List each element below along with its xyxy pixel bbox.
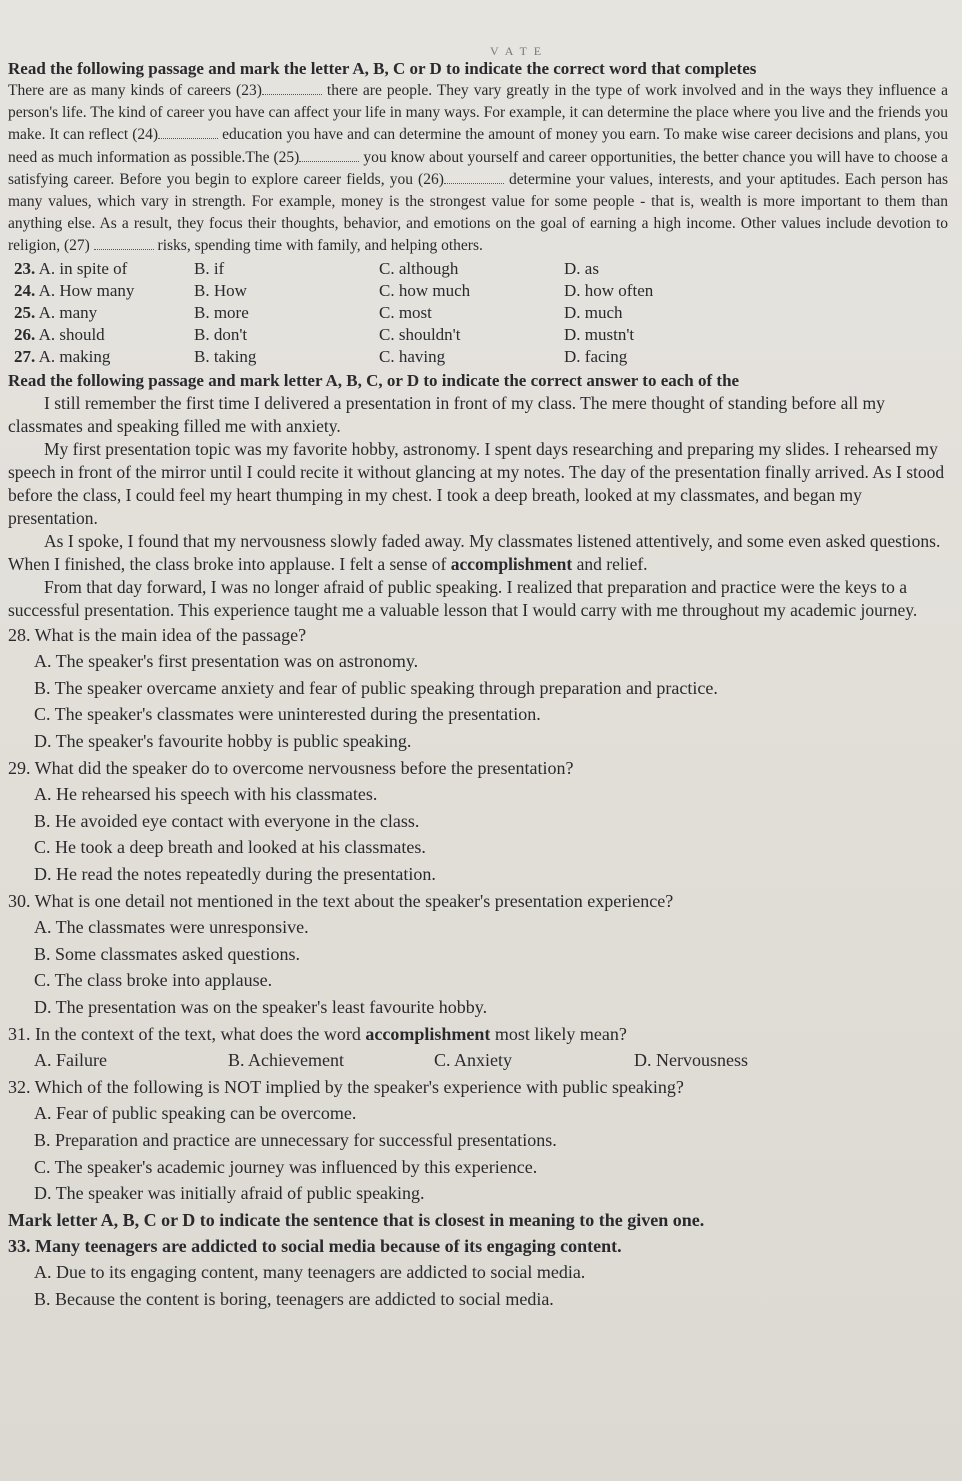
q32-option-a[interactable]: A. Fear of public speaking can be overcome. xyxy=(34,1103,357,1124)
q28-option-c[interactable]: C. The speaker's classmates were uninterested during the presentation. xyxy=(34,704,541,725)
q28-option-d[interactable]: D. The speaker's favourite hobby is public speaking. xyxy=(34,731,412,751)
question-28: 28. What is the main idea of the passage? A. The speaker's first presentation was on astronomy. B. The speaker overcame anxiety and fear of public speaking through preparation and practice. C. The speaker's classmates were uninterested during the presentation. D. The speaker's favourite hobby is public speaking. xyxy=(8,622,948,755)
q33-option-b[interactable]: B. Because the content is boring, teenagers are addicted to social media. xyxy=(34,1288,554,1309)
q23-option-c[interactable]: C. although xyxy=(379,258,459,278)
q23-option-b[interactable]: B. if xyxy=(194,258,225,278)
q27-option-d[interactable]: D. facing xyxy=(564,346,628,366)
cloze-passage: There are as many kinds of careers (23) there are people. They vary greatly in the type of work involved and in the ways they influence a person's life. The kind of career you have can affect your life in many ways. For example, it can determine the place where you live and the friends you make. It can reflect (24) education you have and can determine the amount of money you earn. To make wise career decisions and plans, you need as much information as possible.The (25) you know about yourself and career opportunities, the better chance you will have to choose a satisfying career. Before you begin to explore career fields, you (26) determine your values, interests, and your aptitudes. Each person has many values, which vary in strength. For example, money is the strongest value for some people - that is, wealth is more important to them than anything else. As a result, they focus their thoughts, behavior, and emotions on the goal of earning a high income. Other values include devotion to religion, (27) risks, spending time with family, and helping others. xyxy=(8,82,948,255)
q31-option-b[interactable]: B. Achievement xyxy=(228,1050,344,1071)
passage-paragraph-4: From that day forward, I was no longer afraid of public speaking. I realized that preparation and practice were the keys to a successful presentation. This experience taught me a valuable lesson that I would carry with me throughout my academic journey. xyxy=(8,576,918,620)
q28-option-a[interactable]: A. The speaker's first presentation was on astronomy. xyxy=(34,651,419,672)
q26-option-d[interactable]: D. mustn't xyxy=(564,324,635,344)
q29-option-a[interactable]: A. He rehearsed his speech with his classmates. xyxy=(34,784,378,805)
q25-option-b[interactable]: B. more xyxy=(194,302,249,322)
q23-option-d[interactable]: D. as xyxy=(564,258,599,278)
question-30: 30. What is one detail not mentioned in the text about the speaker's presentation experience? A. The classmates were unresponsive. B. Some classmates asked questions. C. The class broke into applause. D. The presentation was on the speaker's least favourite hobby. xyxy=(8,888,948,1021)
q29-option-b[interactable]: B. He avoided eye contact with everyone in the class. xyxy=(34,810,420,831)
worksheet xyxy=(8,58,948,1312)
q23-option-a[interactable]: 23. A. in spite of xyxy=(14,258,128,278)
q25-option-d[interactable]: D. much xyxy=(564,302,623,322)
q30-option-c[interactable]: C. The class broke into applause. xyxy=(34,970,273,991)
section3-instruction: Mark letter A, B, C or D to indicate the sentence that is closest in meaning to the given one. xyxy=(8,1209,705,1230)
q29-option-c[interactable]: C. He took a deep breath and looked at his classmates. xyxy=(34,837,426,858)
q24-option-a[interactable]: 24. A. How many xyxy=(14,280,135,300)
q28-option-b[interactable]: B. The speaker overcame anxiety and fear of public speaking through preparation and practice. xyxy=(34,677,718,698)
q25-option-c[interactable]: C. most xyxy=(379,302,432,322)
passage-paragraph-2: My first presentation topic was my favorite hobby, astronomy. I spent days researching and preparing my slides. I rehearsed my speech in front of the mirror until I could recite it without glancing at my notes. The day of the presentation finally arrived. As I stood before the class, I could feel my heart thumping in my chest. I took a deep breath, looked at my classmates, and began my presentation. xyxy=(8,438,945,528)
q30-option-a[interactable]: A. The classmates were unresponsive. xyxy=(34,917,309,938)
q24-option-c[interactable]: C. how much xyxy=(379,280,471,300)
keyword-accomplishment-q31: accomplishment xyxy=(365,1023,491,1044)
passage-paragraph-3: As I spoke, I found that my nervousness slowly faded away. My classmates listened attentively, and some even asked questions. When I finished, the class broke into applause. I felt a sense of accomplishment and relief. xyxy=(8,530,941,574)
q26-option-c[interactable]: C. shouldn't xyxy=(379,324,461,344)
passage-paragraph-1: I still remember the first time I delivered a presentation in front of my class. The mere thought of standing before all my classmates and speaking filled me with anxiety. xyxy=(8,392,885,436)
blank-27[interactable] xyxy=(94,249,154,250)
blank-23[interactable] xyxy=(262,94,322,95)
q26-option-a[interactable]: 26. A. should xyxy=(14,324,105,344)
q33-option-a[interactable]: A. Due to its engaging content, many teenagers are addicted to social media. xyxy=(34,1262,586,1283)
section2-instruction: Read the following passage and mark letter A, B, C, or D to indicate the correct answer to each of the xyxy=(8,370,740,390)
q24-option-b[interactable]: B. How xyxy=(194,280,247,300)
question-33: 33. Many teenagers are addicted to social media because of its engaging content. A. Due to its engaging content, many teenagers are addicted to social media. B. Because the content is boring, teenagers are addicted to social media. xyxy=(8,1233,948,1313)
question-29: 29. What did the speaker do to overcome nervousness before the presentation? A. He rehearsed his speech with his classmates. B. He avoided eye contact with everyone in the class. C. He took a deep breath and looked at his classmates. D. He read the notes repeatedly during the presentation. xyxy=(8,755,948,888)
q26-option-b[interactable]: B. don't xyxy=(194,324,248,344)
blank-24[interactable] xyxy=(158,138,218,139)
q27-option-b[interactable]: B. taking xyxy=(194,346,257,366)
q32-option-d[interactable]: D. The speaker was initially afraid of public speaking. xyxy=(34,1183,425,1204)
q30-option-b[interactable]: B. Some classmates asked questions. xyxy=(34,943,300,964)
section1-instruction: Read the following passage and mark the letter A, B, C or D to indicate the correct word that completes xyxy=(8,59,757,78)
q29-option-d[interactable]: D. He read the notes repeatedly during the presentation. xyxy=(34,863,436,884)
question-32: 32. Which of the following is NOT implied by the speaker's experience with public speaking? A. Fear of public speaking can be overcome. B. Preparation and practice are unnecessary for successful presentations. C. The speaker's academic journey was influenced by this experience. D. The speaker was initially afraid of public speaking. xyxy=(8,1074,948,1207)
q31-option-c[interactable]: C. Anxiety xyxy=(434,1050,513,1071)
q32-option-b[interactable]: B. Preparation and practice are unnecessary for successful presentations. xyxy=(34,1129,557,1150)
q27-option-a[interactable]: 27. A. making xyxy=(14,346,111,366)
q24-option-d[interactable]: D. how often xyxy=(564,280,654,300)
keyword-accomplishment: accomplishment xyxy=(450,553,573,574)
q31-option-a[interactable]: A. Failure xyxy=(34,1050,107,1071)
page-header-mark: V A T E xyxy=(490,44,544,58)
question-31: 31. In the context of the text, what does the word accomplishment most likely mean? A. Failure B. Achievement C. Anxiety D. Nervousness xyxy=(8,1021,948,1074)
cloze-options xyxy=(14,258,948,368)
q30-option-d[interactable]: D. The presentation was on the speaker's least favourite hobby. xyxy=(34,996,488,1017)
q32-option-c[interactable]: C. The speaker's academic journey was influenced by this experience. xyxy=(34,1156,538,1177)
blank-25[interactable] xyxy=(299,161,359,162)
q25-option-a[interactable]: 25. A. many xyxy=(14,302,98,322)
blank-26[interactable] xyxy=(444,183,504,184)
q27-option-c[interactable]: C. having xyxy=(379,346,446,366)
q31-option-d[interactable]: D. Nervousness xyxy=(634,1050,748,1071)
reading-passage xyxy=(8,392,948,622)
